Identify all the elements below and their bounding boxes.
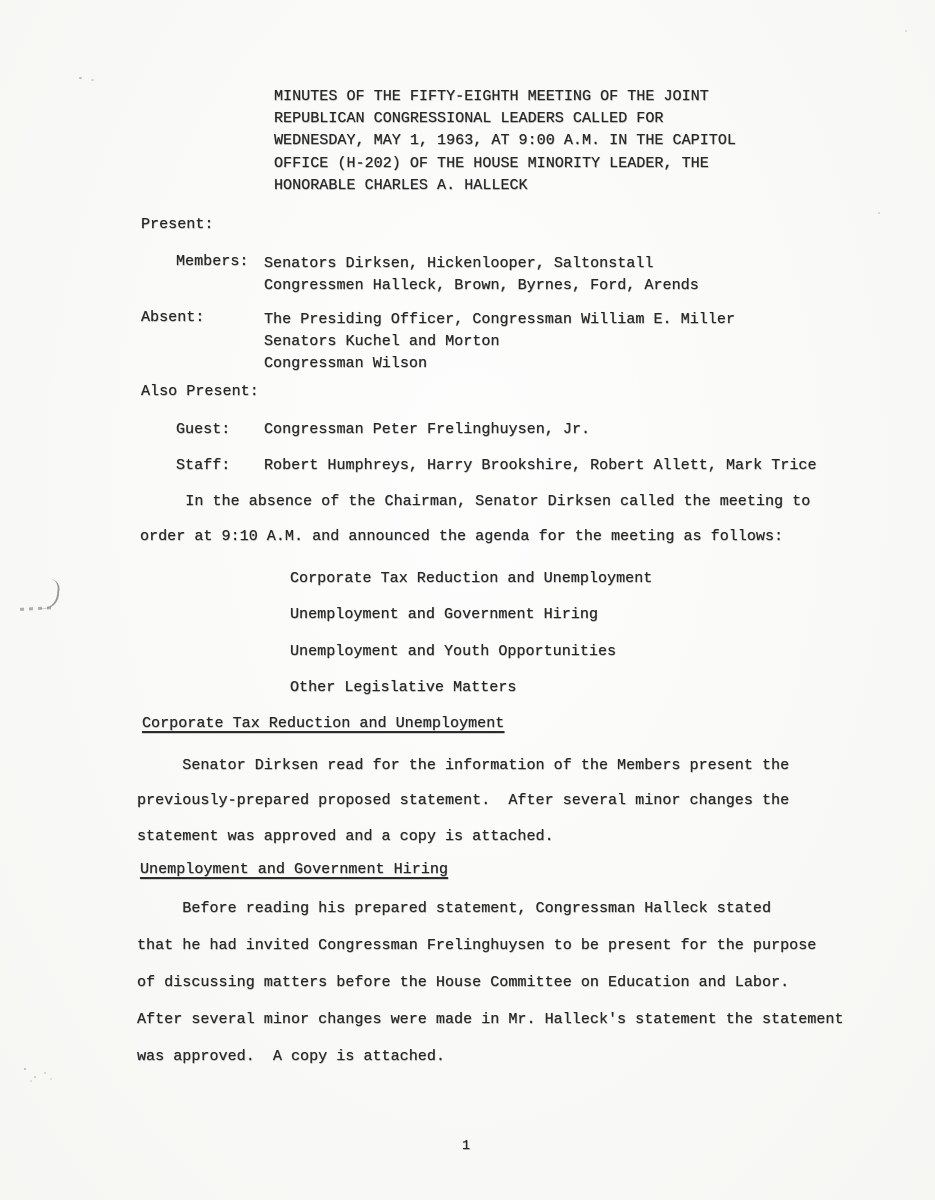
absent-lines	[264, 308, 735, 375]
agenda-item: Unemployment and Government Hiring	[290, 605, 598, 624]
scan-pen-mark-curve	[40, 578, 60, 611]
guest-label: Guest:	[176, 420, 231, 438]
document-title-block	[274, 85, 736, 196]
text-line: that he had invited Congressman Frelinghuysen to be present for the purpose	[137, 936, 817, 954]
title-line: MINUTES OF THE FIFTY-EIGHTH MEETING OF THE JOINT	[274, 87, 709, 105]
staff-value: Robert Humphreys, Harry Brookshire, Robert Allett, Mark Trice	[264, 456, 817, 474]
absent-label: Absent:	[141, 308, 205, 326]
text-line: statement was approved and a copy is attached.	[137, 826, 554, 845]
guest-value: Congressman Peter Frelinghuysen, Jr.	[264, 420, 591, 438]
opening-paragraph	[140, 484, 810, 555]
text-line: previously-prepared proposed statement. After several minor changes the	[137, 791, 790, 810]
present-label: Present:	[141, 215, 214, 233]
text-line: Before reading his prepared statement, Congressman Halleck stated	[137, 899, 772, 917]
text-line: Senators Kuchel and Morton	[264, 332, 500, 351]
agenda-item: Corporate Tax Reduction and Unemployment	[290, 569, 653, 587]
scan-speckles-bottom-left	[24, 1068, 26, 1070]
title-line: OFFICE (H-202) OF THE HOUSE MINORITY LEADER, THE	[274, 153, 709, 172]
text-line: was approved. A copy is attached.	[137, 1047, 445, 1065]
section-paragraph-government-hiring	[137, 890, 844, 1075]
scan-speckles-top-left	[79, 77, 82, 79]
section-heading-corporate-tax: Corporate Tax Reduction and Unemployment	[142, 714, 505, 732]
text-line: Senator Dirksen read for the information of the Members present the	[137, 756, 790, 774]
section-heading-government-hiring: Unemployment and Government Hiring	[140, 860, 448, 878]
scan-dot-right	[878, 212, 880, 214]
text-line: After several minor changes were made in Mr. Halleck's statement the statement	[137, 1010, 844, 1028]
members-label: Members:	[176, 252, 249, 270]
text-line: Senators Dirksen, Hickenlooper, Saltonstall	[264, 254, 654, 272]
scan-pen-mark-dashes	[20, 606, 54, 611]
text-line: The Presiding Officer, Congressman William E. Miller	[264, 310, 736, 328]
text-line: order at 9:10 A.M. and announced the agenda for the meeting as follows:	[140, 527, 784, 546]
members-lines	[264, 252, 699, 296]
text-line: Congressmen Halleck, Brown, Byrnes, Ford, Arends	[264, 276, 699, 295]
agenda-item: Other Legislative Matters	[290, 678, 517, 697]
text-line: In the absence of the Chairman, Senator Dirksen called the meeting to	[140, 492, 811, 510]
title-line: REPUBLICAN CONGRESSIONAL LEADERS CALLED FOR	[274, 109, 664, 128]
staff-label: Staff:	[176, 456, 231, 474]
title-line: HONORABLE CHARLES A. HALLECK	[274, 175, 528, 194]
agenda-list	[290, 560, 652, 706]
text-line: of discussing matters before the House Committee on Education and Labor.	[137, 973, 790, 991]
page-number: 1	[462, 1139, 471, 1154]
also-present-label: Also Present:	[141, 382, 259, 400]
section-paragraph-corporate-tax	[137, 748, 789, 854]
text-line: Congressman Wilson	[264, 354, 428, 373]
scan-dot-top-right	[905, 30, 907, 32]
agenda-item: Unemployment and Youth Opportunities	[290, 641, 617, 660]
title-line: WEDNESDAY, MAY 1, 1963, AT 9:00 A.M. IN THE CAPITOL	[274, 131, 736, 150]
